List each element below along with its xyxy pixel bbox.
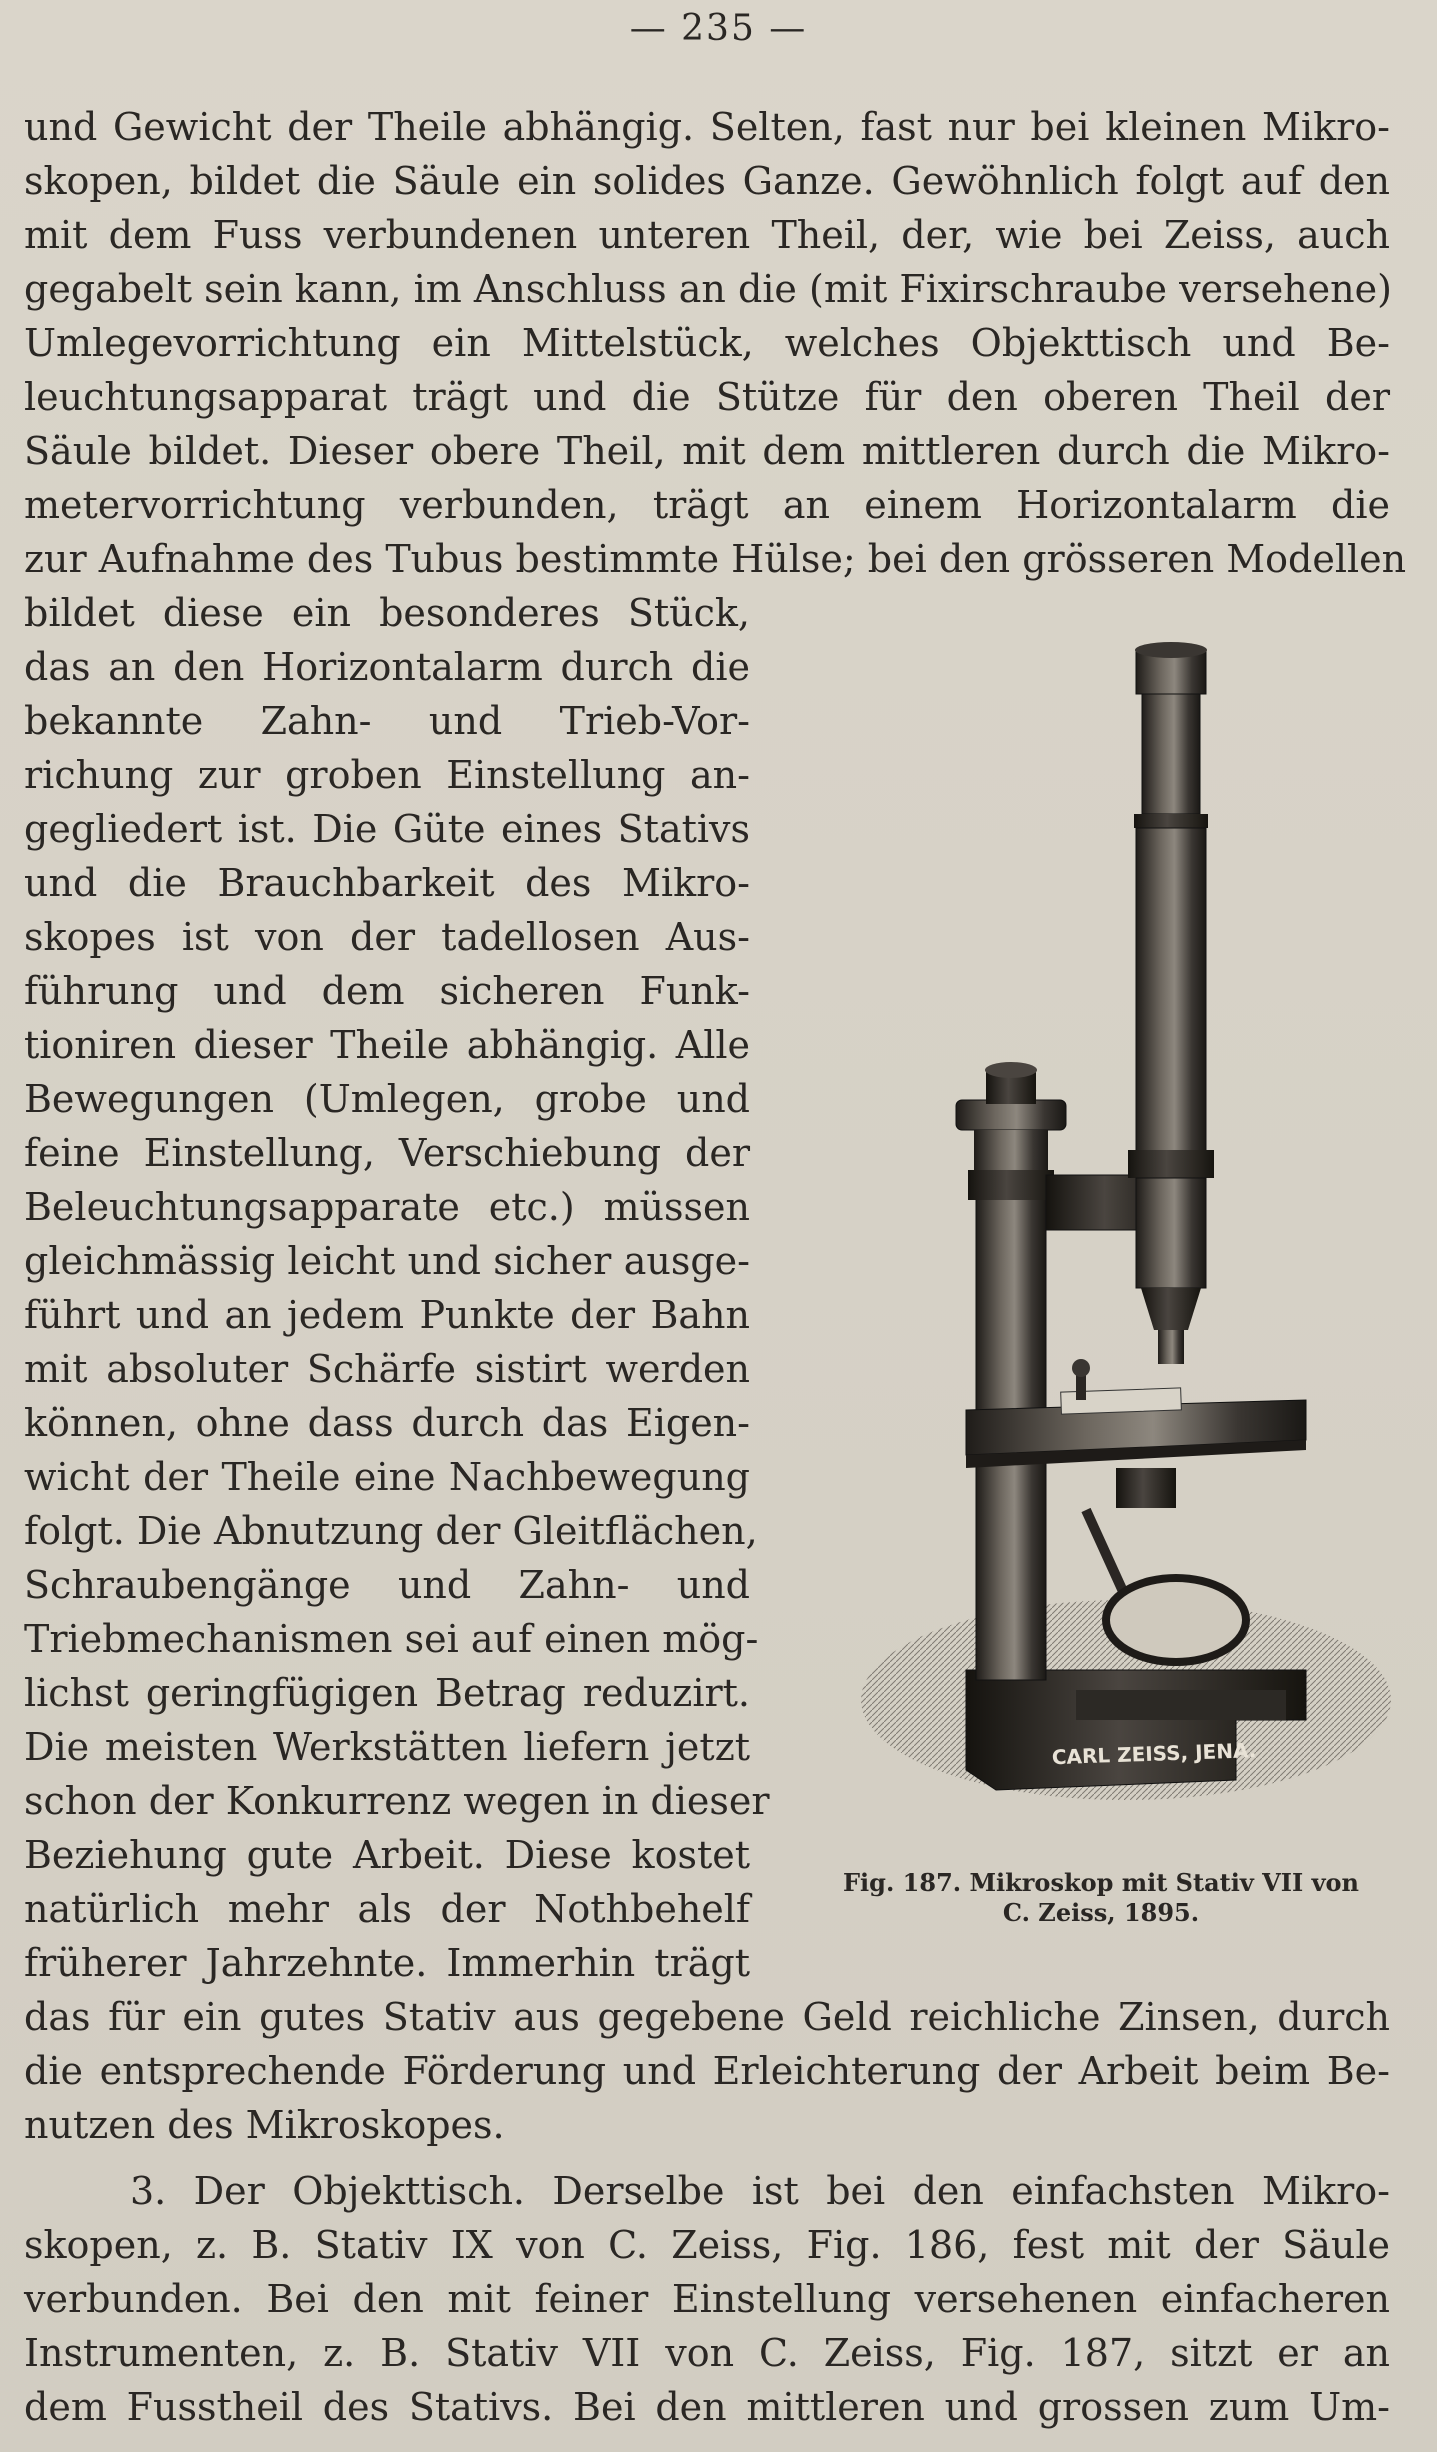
tube-collar	[1128, 1150, 1214, 1178]
fine-adjust-knob	[956, 1100, 1066, 1130]
text-line: richung zur groben Einstellung an-	[24, 753, 750, 797]
text-line: tioniren dieser Theile abhängig. Alle	[24, 1023, 750, 1067]
text-line: bildet diese ein besonderes Stück,	[24, 591, 750, 635]
text-line: lichst geringfügigen Betrag reduzirt.	[24, 1671, 750, 1715]
fine-adjust-cap	[985, 1062, 1037, 1078]
text-line: zur Aufnahme des Tubus bestimmte Hülse; bei den grösseren Modellen	[24, 537, 1407, 581]
text-line: verbunden. Bei den mit feiner Einstellung versehenen einfacheren	[24, 2277, 1390, 2321]
objective-lens	[1141, 1288, 1201, 1330]
text-line: das für ein gutes Stativ aus gegebene Geld reichliche Zinsen, durch	[24, 1995, 1390, 2039]
text-line: Schraubengänge und Zahn- und	[24, 1563, 750, 1607]
text-line: die entsprechende Förderung und Erleichterung der Arbeit beim Be-	[24, 2049, 1390, 2093]
text-line: gegabelt sein kann, im Anschluss an die (mit Fixirschraube versehene)	[24, 267, 1392, 311]
diaphragm	[1116, 1468, 1176, 1508]
text-line: mit dem Fuss verbundenen unteren Theil, der, wie bei Zeiss, auch	[24, 213, 1390, 257]
text-line: metervorrichtung verbunden, trägt an einem Horizontalarm die	[24, 483, 1390, 527]
text-line: gegliedert ist. Die Güte eines Stativs	[24, 807, 750, 851]
text-line: skopen, z. B. Stativ IX von C. Zeiss, Fig. 186, fest mit der Säule	[24, 2223, 1390, 2267]
text-line: gleichmässig leicht und sicher ausge-	[24, 1239, 750, 1283]
text-line: führt und an jedem Punkte der Bahn	[24, 1293, 750, 1337]
stage-clip-knob	[1072, 1359, 1090, 1377]
pillar-collar	[968, 1170, 1054, 1200]
microscope-illustration	[836, 630, 1396, 1870]
text-line: Instrumenten, z. B. Stativ VII von C. Zeiss, Fig. 187, sitzt er an	[24, 2331, 1390, 2375]
text-line: folgt. Die Abnutzung der Gleitflächen,	[24, 1509, 758, 1553]
text-line: Die meisten Werkstätten liefern jetzt	[24, 1725, 750, 1769]
tube-ring	[1134, 814, 1208, 828]
text-line: führung und dem sicheren Funk-	[24, 969, 750, 1013]
page-number: — 235 —	[629, 8, 808, 49]
text-line: Beleuchtungsapparate etc.) müssen	[24, 1185, 750, 1229]
maker-engraving: CARL ZEISS, JENA.	[1051, 1738, 1257, 1770]
text-line: Säule bildet. Dieser obere Theil, mit dem mittleren durch die Mikro-	[24, 429, 1390, 473]
text-line: früherer Jahrzehnte. Immerhin trägt	[24, 1941, 750, 1985]
text-line: Bewegungen (Umlegen, grobe und	[24, 1077, 750, 1121]
draw-tube	[1142, 694, 1200, 814]
text-line: mit absoluter Schärfe sistirt werden	[24, 1347, 750, 1391]
caption-line: C. Zeiss, 1895.	[1002, 1898, 1200, 1927]
figure-caption	[806, 1868, 1396, 1928]
text-line: und die Brauchbarkeit des Mikro-	[24, 861, 750, 905]
fine-adjust-housing	[974, 1130, 1048, 1170]
text-line: skopes ist von der tadellosen Aus-	[24, 915, 750, 959]
text-line: schon der Konkurrenz wegen in dieser	[24, 1779, 770, 1823]
base-recess	[1076, 1690, 1286, 1720]
text-line: skopen, bildet die Säule ein solides Ganze. Gewöhnlich folgt auf den	[24, 159, 1390, 203]
text-line: 3. Der Objekttisch. Derselbe ist bei den einfachsten Mikro-	[130, 2169, 1390, 2213]
caption-line: Fig. 187. Mikroskop mit Stativ VII von	[843, 1868, 1359, 1897]
text-line: natürlich mehr als der Nothbehelf	[24, 1887, 750, 1931]
microscope-figure	[836, 630, 1396, 1870]
text-line: und Gewicht der Theile abhängig. Selten, fast nur bei kleinen Mikro-	[24, 105, 1390, 149]
text-line: Beziehung gute Arbeit. Diese kostet	[24, 1833, 750, 1877]
text-line: nutzen des Mikroskopes.	[24, 2103, 505, 2147]
text-line: wicht der Theile eine Nachbewegung	[24, 1455, 750, 1499]
main-tube	[1136, 828, 1206, 1178]
text-line: bekannte Zahn- und Trieb-Vor-	[24, 699, 750, 743]
text-line: leuchtungsapparat trägt und die Stütze für den oberen Theil der	[24, 375, 1390, 419]
text-line: dem Fusstheil des Stativs. Bei den mittleren und grossen zum Um-	[24, 2385, 1390, 2429]
text-line: das an den Horizontalarm durch die	[24, 645, 750, 689]
text-line: Triebmechanismen sei auf einen mög-	[24, 1617, 759, 1661]
text-line: Umlegevorrichtung ein Mittelstück, welches Objekttisch und Be-	[24, 321, 1390, 365]
text-line: feine Einstellung, Verschiebung der	[24, 1131, 750, 1175]
objective-tip	[1158, 1330, 1184, 1364]
text-line: können, ohne dass durch das Eigen-	[24, 1401, 750, 1445]
mirror	[1106, 1578, 1246, 1662]
eyepiece-rim	[1135, 642, 1207, 658]
nosepiece	[1136, 1178, 1206, 1288]
